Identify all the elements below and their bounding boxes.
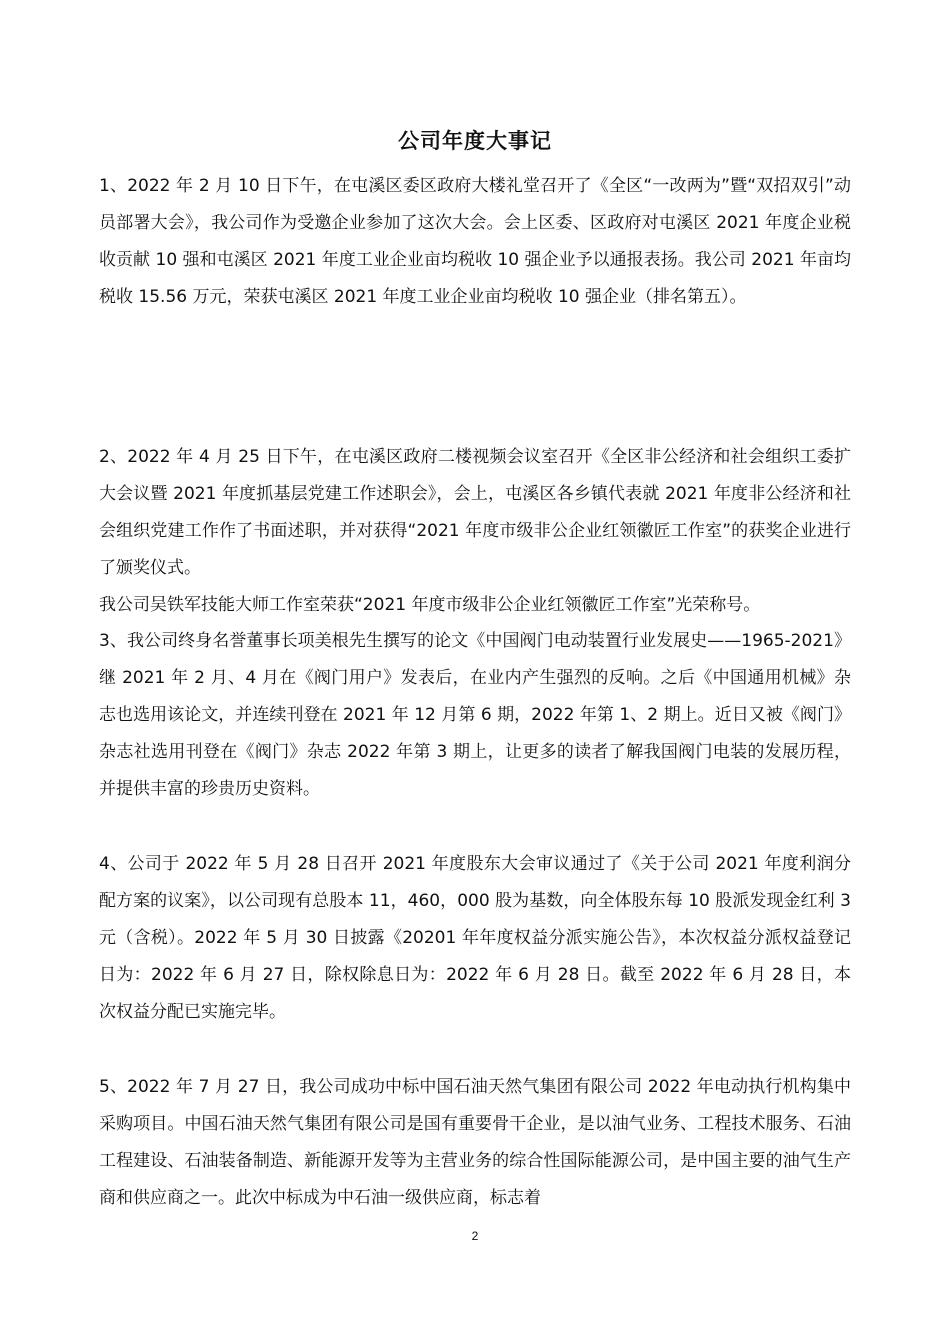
- paragraph-text: 4、公司于 2022 年 5 月 28 日召开 2021 年度股东大会审议通过了《关于公司 2021 年度利润分配方案的议案》，以公司现有总股本 11，460，000 股为基数，向全体股东每 10 股派发现金红利 3 元（含税）。2022 年 5 月 30 日披露《20201 年年度权益分派实施公告》，本次权益分派权益登记日为：2022 年 6 月 27 日，除权除息日为：2022 年 6 月 28 日。截至 2022 年 6 月 28 日，本次权益分配已实施完毕。: [99, 854, 851, 1022]
- paragraph-text: 我公司吴铁军技能大师工作室荣获“2021 年度市级非公企业红领徽匠工作室”光荣称号。: [99, 595, 761, 615]
- page-number: 2: [471, 1229, 479, 1243]
- event-paragraph-1: [99, 168, 851, 316]
- paragraph-text: 5、2022 年 7 月 27 日，我公司成功中标中国石油天然气集团有限公司 2022 年电动执行机构集中采购项目。中国石油天然气集团有限公司是国有重要骨干企业，是以油气业务、工程技术服务、石油工程建设、石油装备制造、新能源开发等为主营业务的综合性国际能源公司，是中国主要的油气生产商和供应商之一。此次中标成为中石油一级供应商，标志着: [99, 1077, 851, 1208]
- document-title: 公司年度大事记: [398, 129, 552, 153]
- paragraph-text: 2、2022 年 4 月 25 日下午，在屯溪区政府二楼视频会议室召开《全区非公经济和社会组织工委扩大会议暨 2021 年度抓基层党建工作述职会》，会上，屯溪区各乡镇代表就 2021 年度非公经济和社会组织党建工作作了书面述职，并对获得“2021 年度市级非公企业红领徽匠工作室”的获奖企业进行了颁奖仪式。: [99, 447, 851, 578]
- paragraph-text: 3、我公司终身名誉董事长项美根先生撰写的论文《中国阀门电动装置行业发展史——1965-2021》继 2021 年 2 月、4 月在《阀门用户》发表后，在业内产生强烈的反响。之后《中国通用机械》杂志也选用该论文，并连续刊登在 2021 年 12 月第 6 期，2022 年第 1、2 期上。近日又被《阀门》杂志社选用刊登在《阀门》杂志 2022 年第 3 期上，让更多的读者了解我国阀门电装的发展历程，并提供丰富的珍贵历史资料。: [99, 631, 851, 799]
- event-paragraph-4: [99, 846, 851, 1031]
- event-paragraph-2: [99, 439, 851, 624]
- paragraph-text: 1、2022 年 2 月 10 日下午，在屯溪区委区政府大楼礼堂召开了《全区“一改两为”暨“双招双引”动员部署大会》，我公司作为受邀企业参加了这次大会。会上区委、区政府对屯溪区 2021 年度企业税收贡献 10 强和屯溪区 2021 年度工业企业亩均税收 10 强企业予以通报表扬。我公司 2021 年亩均税收 15.56 万元，荣获屯溪区 2021 年度工业企业亩均税收 10 强企业（排名第五）。: [99, 176, 851, 307]
- event-paragraph-5: [99, 1069, 851, 1217]
- event-paragraph-3: [99, 623, 851, 808]
